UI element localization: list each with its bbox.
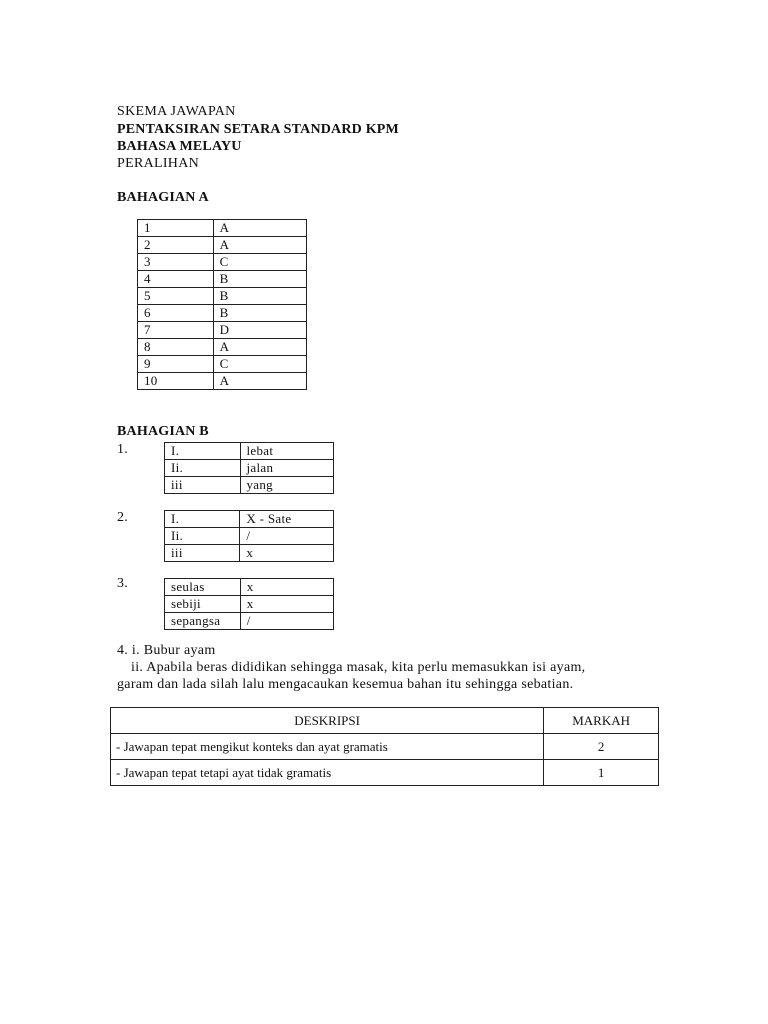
question-number: 2 (138, 237, 214, 254)
answer-row (138, 339, 307, 356)
rubric-description: - Jawapan tepat tetapi ayat tidak gramatis (111, 760, 544, 786)
question-number: 1 (138, 220, 214, 237)
answer-letter: B (213, 271, 306, 288)
item-answer: X - Sate (240, 511, 334, 528)
marking-rubric-table (110, 707, 659, 786)
item-label: seulas (165, 579, 241, 596)
answer-letter: B (213, 305, 306, 322)
answer-letter: C (213, 254, 306, 271)
answer-letter: A (213, 339, 306, 356)
item-label: sebiji (165, 596, 241, 613)
answer-row (138, 305, 307, 322)
item-answer: / (240, 528, 334, 545)
answer-row (138, 322, 307, 339)
question-3-label: 3. (117, 576, 129, 591)
doc-title-pentaksiran: PENTAKSIRAN SETARA STANDARD KPM (117, 122, 399, 137)
answer-row (165, 545, 334, 562)
section-a-answer-table (137, 219, 307, 390)
item-label: I. (165, 511, 240, 528)
answer-row (138, 220, 307, 237)
question-number: 4 (138, 271, 214, 288)
item-answer: yang (240, 477, 334, 494)
answer-row (165, 511, 334, 528)
answer-row (138, 373, 307, 390)
answer-row (165, 477, 334, 494)
question-3-table (164, 578, 334, 630)
item-label: Ii. (165, 460, 241, 477)
question-number: 10 (138, 373, 214, 390)
answer-row (138, 237, 307, 254)
answer-row (165, 596, 334, 613)
question-number: 8 (138, 339, 214, 356)
answer-row (165, 528, 334, 545)
rubric-header-row (111, 708, 659, 734)
rubric-header-markah: MARKAH (544, 708, 659, 734)
answer-letter: B (213, 288, 306, 305)
item-label: iii (165, 545, 240, 562)
item-answer: x (240, 545, 334, 562)
answer-row (138, 356, 307, 373)
answer-row (165, 613, 334, 630)
answer-letter: D (213, 322, 306, 339)
question-2-label: 2. (117, 510, 129, 525)
question-4-answer-ii: ii. Apabila beras dididikan sehingga masak, kita perlu memasukkan isi ayam, (131, 660, 586, 675)
question-number: 9 (138, 356, 214, 373)
item-label: Ii. (165, 528, 240, 545)
item-label: iii (165, 477, 241, 494)
rubric-header-deskripsi: DESKRIPSI (111, 708, 544, 734)
answer-letter: A (213, 373, 306, 390)
item-answer: x (240, 579, 333, 596)
doc-title-skema: SKEMA JAWAPAN (117, 104, 236, 119)
rubric-description: - Jawapan tepat mengikut konteks dan ayat gramatis (111, 734, 544, 760)
item-answer: lebat (240, 443, 334, 460)
question-number: 6 (138, 305, 214, 322)
item-answer: / (240, 613, 333, 630)
answer-letter: A (213, 220, 306, 237)
question-4-answer-ii-cont: garam dan lada silah lalu mengacaukan kesemua bahan itu sehingga sebatian. (117, 677, 574, 692)
answer-row (165, 460, 334, 477)
question-number: 3 (138, 254, 214, 271)
answer-letter: C (213, 356, 306, 373)
answer-letter: A (213, 237, 306, 254)
item-label: I. (165, 443, 241, 460)
question-4-answer-i: 4. i. Bubur ayam (117, 643, 216, 658)
item-answer: x (240, 596, 333, 613)
rubric-mark: 1 (544, 760, 659, 786)
answer-row (165, 443, 334, 460)
rubric-row (111, 734, 659, 760)
answer-row (138, 254, 307, 271)
rubric-row (111, 760, 659, 786)
item-answer: jalan (240, 460, 334, 477)
section-a-heading: BAHAGIAN A (117, 190, 209, 205)
doc-title-level: PERALIHAN (117, 156, 200, 171)
question-2-table (164, 510, 334, 562)
doc-title-subject: BAHASA MELAYU (117, 139, 242, 154)
item-label: sepangsa (165, 613, 241, 630)
section-b-heading: BAHAGIAN B (117, 424, 209, 439)
question-1-label: 1. (117, 442, 129, 457)
question-number: 5 (138, 288, 214, 305)
answer-row (165, 579, 334, 596)
answer-row (138, 288, 307, 305)
question-number: 7 (138, 322, 214, 339)
question-1-table (164, 442, 334, 494)
answer-row (138, 271, 307, 288)
rubric-mark: 2 (544, 734, 659, 760)
